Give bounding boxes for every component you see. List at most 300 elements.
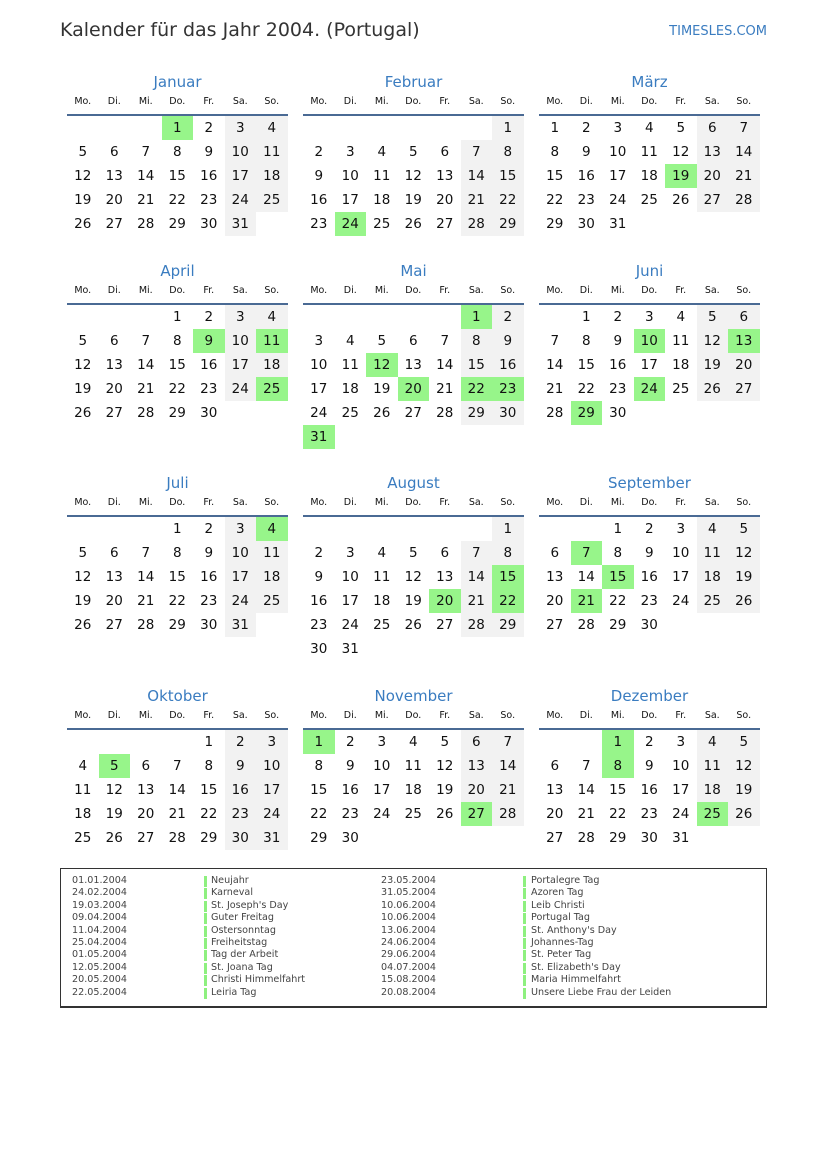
day-cell: 25 <box>697 589 729 613</box>
month-title: Juli <box>166 474 189 492</box>
day-cell: 6 <box>550 758 560 774</box>
day-cell: 2 <box>204 309 214 325</box>
day-cell: 3 <box>256 730 288 754</box>
day-cell: 6 <box>109 545 119 561</box>
weekday-label: Sa. <box>468 497 484 508</box>
holiday-day-cell: 20 <box>398 377 430 401</box>
empty-cell <box>398 116 430 140</box>
day-grid <box>67 305 288 425</box>
day-cell: 18 <box>341 381 359 397</box>
holiday-date: 29.06.2004 <box>381 949 436 961</box>
day-cell: 15 <box>492 164 524 188</box>
holiday-date: 10.06.2004 <box>381 899 436 911</box>
day-cell: 22 <box>200 806 218 822</box>
day-cell: 27 <box>728 377 760 401</box>
day-cell: 18 <box>697 565 729 589</box>
day-cell: 5 <box>78 545 88 561</box>
day-cell: 13 <box>105 569 123 585</box>
day-cell: 5 <box>676 120 686 136</box>
weekday-label: Sa. <box>232 710 248 721</box>
day-cell: 6 <box>440 144 450 160</box>
weekday-label: So. <box>500 710 516 721</box>
day-cell: 20 <box>105 381 123 397</box>
weekday-label: Sa. <box>468 285 484 296</box>
weekday-label: Mi. <box>610 710 625 721</box>
holiday-marker <box>204 913 207 924</box>
weekday-label: Mi. <box>610 497 625 508</box>
day-cell: 11 <box>697 541 729 565</box>
day-cell: 13 <box>436 168 454 184</box>
weekday-header <box>67 708 288 730</box>
day-cell: 30 <box>200 405 218 421</box>
weekday-label: So. <box>264 285 280 296</box>
day-cell: 7 <box>141 144 151 160</box>
day-cell: 26 <box>74 617 92 633</box>
day-cell: 29 <box>168 216 186 232</box>
weekday-label: So. <box>736 285 752 296</box>
day-cell: 6 <box>550 545 560 561</box>
weekday-label: Do. <box>641 497 658 508</box>
day-cell: 25 <box>341 405 359 421</box>
day-cell: 5 <box>728 730 760 754</box>
weekday-label: Fr. <box>203 497 215 508</box>
day-cell: 15 <box>577 357 595 373</box>
weekday-label: So. <box>500 497 516 508</box>
day-cell: 21 <box>461 589 493 613</box>
day-cell: 29 <box>168 405 186 421</box>
empty-cell <box>461 517 493 541</box>
day-cell: 20 <box>728 353 760 377</box>
day-grid <box>303 517 524 661</box>
day-cell: 3 <box>225 116 257 140</box>
weekday-label: Di. <box>343 497 357 508</box>
empty-cell <box>303 305 335 329</box>
weekday-label: Sa. <box>704 96 720 107</box>
holiday-date: 25.04.2004 <box>72 937 127 948</box>
day-cell: 11 <box>404 758 422 774</box>
day-cell: 4 <box>697 730 729 754</box>
holiday-date: 11.04.2004 <box>72 924 127 936</box>
weekday-label: Fr. <box>439 710 451 721</box>
holiday-day-cell: 13 <box>728 329 760 353</box>
day-cell: 4 <box>697 517 729 541</box>
day-cell: 11 <box>373 569 391 585</box>
day-cell: 23 <box>341 806 359 822</box>
weekday-header <box>67 94 288 116</box>
day-cell: 3 <box>345 144 355 160</box>
day-cell: 28 <box>577 830 595 846</box>
day-cell: 7 <box>581 758 591 774</box>
holiday-marker <box>523 901 526 912</box>
holiday-marker <box>204 988 207 999</box>
holiday-date: 24.06.2004 <box>381 937 436 948</box>
holiday-name: Leiria Tag <box>211 986 257 998</box>
day-cell: 4 <box>256 116 288 140</box>
holiday-day-cell: 9 <box>193 329 225 353</box>
day-cell: 22 <box>546 192 564 208</box>
day-cell: 4 <box>256 305 288 329</box>
holiday-day-cell: 5 <box>99 754 131 778</box>
day-cell: 27 <box>404 405 422 421</box>
day-cell: 9 <box>345 758 355 774</box>
day-cell: 2 <box>644 521 654 537</box>
day-cell: 5 <box>408 545 418 561</box>
day-cell: 7 <box>461 541 493 565</box>
month-title: April <box>160 262 195 280</box>
empty-cell <box>67 730 99 754</box>
weekday-label: Mo. <box>310 96 328 107</box>
day-grid <box>539 730 760 850</box>
month-mai <box>303 259 524 449</box>
day-cell: 29 <box>492 613 524 637</box>
day-cell: 10 <box>672 758 690 774</box>
brand-link[interactable]: TIMESLES.COM <box>669 24 767 39</box>
day-cell: 28 <box>546 405 564 421</box>
day-cell: 27 <box>436 216 454 232</box>
day-cell: 7 <box>550 333 560 349</box>
day-cell: 28 <box>461 613 493 637</box>
empty-cell <box>303 116 335 140</box>
day-cell: 31 <box>225 613 257 637</box>
empty-cell <box>67 517 99 541</box>
day-cell: 22 <box>609 806 627 822</box>
day-cell: 24 <box>225 188 257 212</box>
weekday-label: Do. <box>641 96 658 107</box>
empty-cell <box>539 730 571 754</box>
day-cell: 24 <box>310 405 328 421</box>
weekday-label: Mo. <box>546 497 564 508</box>
empty-cell <box>429 517 461 541</box>
holiday-day-cell: 25 <box>256 377 288 401</box>
holiday-marker <box>204 938 207 949</box>
day-cell: 24 <box>672 593 690 609</box>
day-cell: 3 <box>644 309 654 325</box>
weekday-label: Sa. <box>232 285 248 296</box>
day-cell: 13 <box>697 140 729 164</box>
day-cell: 26 <box>436 806 454 822</box>
day-cell: 13 <box>137 782 155 798</box>
day-cell: 10 <box>225 140 257 164</box>
day-cell: 30 <box>609 405 627 421</box>
day-cell: 23 <box>310 617 328 633</box>
day-cell: 2 <box>204 120 214 136</box>
day-cell: 16 <box>640 782 658 798</box>
month-title: Mai <box>400 262 427 280</box>
month-september <box>539 471 760 637</box>
holiday-date: 09.04.2004 <box>72 912 127 924</box>
day-cell: 2 <box>345 734 355 750</box>
day-cell: 14 <box>461 164 493 188</box>
holiday-marker <box>204 926 207 937</box>
day-cell: 21 <box>137 192 155 208</box>
day-cell: 20 <box>105 593 123 609</box>
day-cell: 9 <box>314 168 324 184</box>
day-cell: 19 <box>728 778 760 802</box>
holiday-day-cell: 12 <box>366 353 398 377</box>
month-juni <box>539 259 760 425</box>
weekday-label: Do. <box>405 285 422 296</box>
holiday-day-cell: 8 <box>602 754 634 778</box>
holiday-marker <box>204 888 207 899</box>
day-cell: 20 <box>697 164 729 188</box>
day-cell: 14 <box>168 782 186 798</box>
day-cell: 19 <box>697 353 729 377</box>
day-grid <box>67 116 288 236</box>
day-cell: 26 <box>697 377 729 401</box>
holiday-day-cell: 19 <box>665 164 697 188</box>
holiday-day-cell: 20 <box>429 589 461 613</box>
holiday-marker <box>204 963 207 974</box>
day-cell: 16 <box>200 357 218 373</box>
day-cell: 27 <box>105 405 123 421</box>
day-cell: 18 <box>256 164 288 188</box>
day-cell: 15 <box>168 357 186 373</box>
day-cell: 21 <box>546 381 564 397</box>
day-cell: 8 <box>492 140 524 164</box>
day-cell: 21 <box>577 806 595 822</box>
day-cell: 16 <box>200 569 218 585</box>
holiday-date: 15.08.2004 <box>381 974 436 986</box>
day-cell: 14 <box>436 357 454 373</box>
day-cell: 30 <box>225 826 257 850</box>
month-title: Februar <box>384 73 443 91</box>
page-title: Kalender für das Jahr 2004. (Portugal) <box>60 19 420 41</box>
day-cell: 27 <box>137 830 155 846</box>
day-grid <box>539 116 760 236</box>
day-grid <box>303 730 524 850</box>
holiday-marker <box>523 988 526 999</box>
month-januar <box>67 70 288 236</box>
day-cell: 25 <box>74 830 92 846</box>
holiday-name: Ostersonntag <box>211 924 276 936</box>
weekday-label: Mo. <box>310 497 328 508</box>
day-cell: 5 <box>697 305 729 329</box>
holiday-day-cell: 31 <box>303 425 335 449</box>
day-cell: 9 <box>613 333 623 349</box>
day-cell: 26 <box>373 405 391 421</box>
holiday-date: 24.02.2004 <box>72 887 127 899</box>
day-cell: 7 <box>492 730 524 754</box>
holiday-date: 01.01.2004 <box>72 875 127 886</box>
day-cell: 18 <box>373 593 391 609</box>
day-cell: 6 <box>440 545 450 561</box>
weekday-label: Mo. <box>74 710 92 721</box>
day-cell: 1 <box>204 734 214 750</box>
day-cell: 5 <box>78 144 88 160</box>
holiday-day-cell: 22 <box>461 377 493 401</box>
day-cell: 13 <box>105 357 123 373</box>
day-cell: 27 <box>105 617 123 633</box>
weekday-label: Fr. <box>439 285 451 296</box>
empty-cell <box>539 305 571 329</box>
holiday-marker <box>523 876 526 887</box>
holiday-day-cell: 23 <box>492 377 524 401</box>
day-cell: 29 <box>168 617 186 633</box>
day-cell: 1 <box>581 309 591 325</box>
empty-cell <box>335 116 367 140</box>
holiday-marker <box>523 926 526 937</box>
day-cell: 7 <box>141 333 151 349</box>
day-cell: 10 <box>225 329 257 353</box>
day-cell: 12 <box>74 569 92 585</box>
day-cell: 17 <box>373 782 391 798</box>
day-cell: 10 <box>609 144 627 160</box>
day-cell: 12 <box>728 541 760 565</box>
day-cell: 17 <box>225 565 257 589</box>
day-cell: 17 <box>225 164 257 188</box>
day-cell: 9 <box>225 754 257 778</box>
day-cell: 29 <box>200 830 218 846</box>
day-cell: 12 <box>74 168 92 184</box>
day-cell: 30 <box>341 830 359 846</box>
day-cell: 27 <box>105 216 123 232</box>
weekday-label: Mo. <box>310 285 328 296</box>
empty-cell <box>130 116 162 140</box>
day-cell: 3 <box>676 734 686 750</box>
month-title: Januar <box>153 73 202 91</box>
holiday-date: 01.05.2004 <box>72 949 127 961</box>
day-cell: 25 <box>640 192 658 208</box>
day-cell: 21 <box>461 188 493 212</box>
day-cell: 15 <box>609 782 627 798</box>
day-cell: 9 <box>644 545 654 561</box>
weekday-label: Fr. <box>203 285 215 296</box>
day-cell: 4 <box>377 144 387 160</box>
month-august <box>303 471 524 661</box>
holiday-name: Karneval <box>211 887 253 899</box>
day-cell: 12 <box>74 357 92 373</box>
day-cell: 31 <box>609 216 627 232</box>
day-cell: 11 <box>74 782 92 798</box>
day-cell: 11 <box>256 140 288 164</box>
weekday-label: Di. <box>343 710 357 721</box>
day-cell: 19 <box>105 806 123 822</box>
day-cell: 8 <box>314 758 324 774</box>
day-cell: 14 <box>577 782 595 798</box>
weekday-label: Fr. <box>203 710 215 721</box>
weekday-label: Sa. <box>704 497 720 508</box>
day-cell: 1 <box>492 517 524 541</box>
weekday-header <box>67 283 288 305</box>
day-cell: 22 <box>609 593 627 609</box>
day-cell: 19 <box>74 381 92 397</box>
day-cell: 14 <box>492 754 524 778</box>
day-grid <box>539 517 760 637</box>
day-cell: 8 <box>204 758 214 774</box>
empty-cell <box>335 305 367 329</box>
holiday-day-cell: 1 <box>162 116 194 140</box>
holiday-day-cell: 7 <box>571 541 603 565</box>
day-cell: 27 <box>546 830 564 846</box>
day-cell: 19 <box>728 565 760 589</box>
day-cell: 4 <box>78 758 88 774</box>
holiday-day-cell: 15 <box>492 565 524 589</box>
day-cell: 24 <box>609 192 627 208</box>
day-cell: 26 <box>74 216 92 232</box>
day-cell: 8 <box>461 329 493 353</box>
weekday-header <box>539 495 760 517</box>
day-cell: 18 <box>697 778 729 802</box>
day-cell: 6 <box>109 144 119 160</box>
weekday-label: Do. <box>641 285 658 296</box>
day-cell: 16 <box>225 778 257 802</box>
weekday-label: Fr. <box>439 497 451 508</box>
holiday-date: 19.03.2004 <box>72 899 127 911</box>
weekday-label: Mi. <box>138 285 153 296</box>
day-cell: 28 <box>137 216 155 232</box>
day-cell: 28 <box>577 617 595 633</box>
month-title: Oktober <box>147 687 208 705</box>
weekday-label: So. <box>736 96 752 107</box>
holiday-name: Johannes-Tag <box>531 937 594 948</box>
day-cell: 27 <box>436 617 454 633</box>
weekday-label: Do. <box>169 497 186 508</box>
weekday-label: Mi. <box>610 285 625 296</box>
holiday-marker <box>523 963 526 974</box>
day-cell: 24 <box>256 802 288 826</box>
day-cell: 17 <box>341 593 359 609</box>
day-cell: 2 <box>204 521 214 537</box>
holiday-date: 12.05.2004 <box>72 961 127 973</box>
holiday-day-cell: 24 <box>634 377 666 401</box>
day-cell: 20 <box>546 806 564 822</box>
weekday-label: Fr. <box>675 96 687 107</box>
weekday-label: Sa. <box>468 710 484 721</box>
empty-cell <box>366 116 398 140</box>
empty-cell <box>99 116 131 140</box>
holiday-name: Leib Christi <box>531 899 585 911</box>
weekday-label: Do. <box>641 710 658 721</box>
holiday-marker <box>523 913 526 924</box>
holiday-marker <box>523 888 526 899</box>
holiday-name: Guter Freitag <box>211 912 275 924</box>
day-cell: 10 <box>373 758 391 774</box>
holiday-name: Unsere Liebe Frau der Leiden <box>531 986 672 998</box>
month-april <box>67 259 288 425</box>
day-cell: 11 <box>697 754 729 778</box>
day-cell: 28 <box>137 405 155 421</box>
day-cell: 8 <box>492 541 524 565</box>
day-cell: 26 <box>105 830 123 846</box>
day-cell: 30 <box>492 401 524 425</box>
day-cell: 12 <box>105 782 123 798</box>
day-grid <box>67 517 288 637</box>
day-cell: 25 <box>256 589 288 613</box>
day-cell: 6 <box>461 730 493 754</box>
day-cell: 3 <box>314 333 324 349</box>
day-cell: 6 <box>408 333 418 349</box>
day-cell: 26 <box>404 617 422 633</box>
holiday-name: Tag der Arbeit <box>211 949 279 961</box>
day-cell: 23 <box>310 216 328 232</box>
day-cell: 18 <box>256 353 288 377</box>
month-juli <box>67 471 288 637</box>
day-cell: 17 <box>225 353 257 377</box>
day-cell: 4 <box>345 333 355 349</box>
weekday-label: Mo. <box>310 710 328 721</box>
day-cell: 21 <box>137 381 155 397</box>
day-cell: 16 <box>341 782 359 798</box>
month-november <box>303 684 524 850</box>
day-cell: 14 <box>137 357 155 373</box>
holiday-day-cell: 21 <box>571 589 603 613</box>
day-cell: 17 <box>640 357 658 373</box>
day-cell: 24 <box>225 589 257 613</box>
day-cell: 10 <box>225 541 257 565</box>
day-cell: 19 <box>74 593 92 609</box>
empty-cell <box>366 517 398 541</box>
day-cell: 20 <box>137 806 155 822</box>
